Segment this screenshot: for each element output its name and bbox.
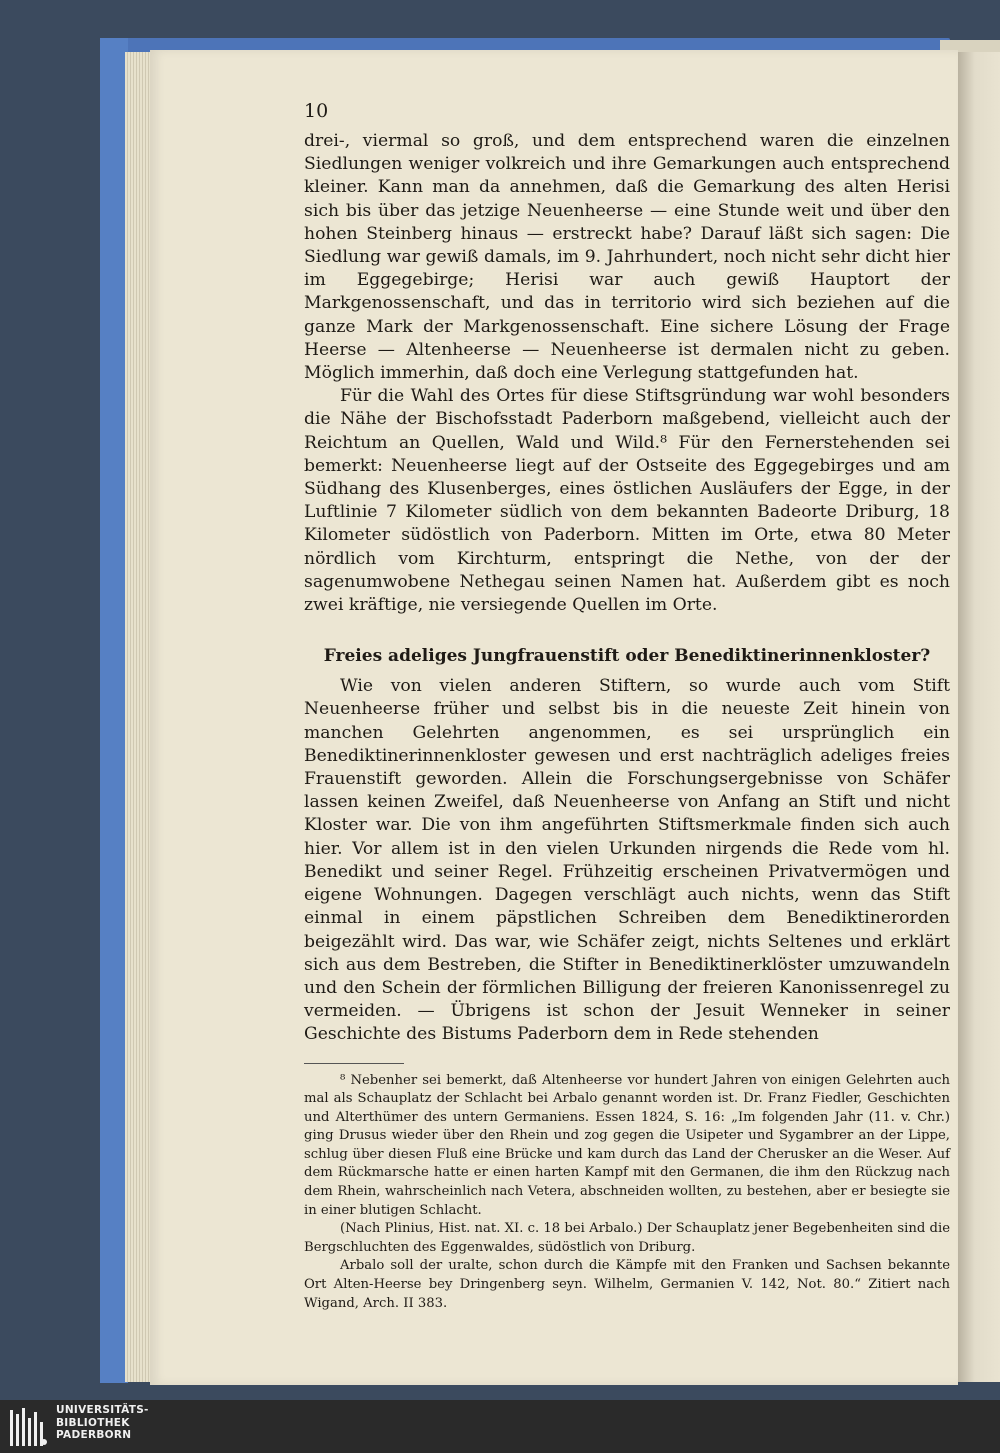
library-name-line3: PADERBORN [56, 1429, 132, 1441]
paragraph-2: Für die Wahl des Ortes für diese Stiftsgründung war wohl besonders die Nähe der Bischofsstadt Paderborn maßgebend, vielleicht auch der Reichtum an Quellen, Wald und Wild.⁸ Für den Fernerstehenden sei bemerkt: Neuenheerse liegt auf der Ostseite des Eggegebirges und am Südhang des Klusenberges, eines östlichen Ausläufers der Egge, in der Luftlinie 7 Kilometer südlich von dem bekannten Badeorte Driburg, 18 Kilometer südöstlich von Paderborn. Mitten im Orte, etwa 80 Meter nördlich vom Kirchturm, entspringt die Nethe, von der der sagenumwobene Nethegau seinen Namen hat. Außerdem gibt es noch zwei kräftige, nie versiegende Quellen im Orte. [304, 386, 950, 616]
section-heading: Freies adeliges Jungfrauenstift oder Benediktinerinnenkloster? [323, 646, 931, 667]
footnote-8: ⁸ Nebenher sei bemerkt, daß Altenheerse vor hundert Jahren von einigen Gelehrten auch mal als Schauplatz der Schlacht bei Arbalo genannt worden ist. Dr. Franz Fiedler, Geschichten und Alterthümer des untern Germaniens. Essen 1824, S. 16: „Im folgenden Jahr (11. v. Chr.) ging Drusus wieder über den Rhein und zog gegen die Usipeter und Sygambrer an der Lippe, schlug über diesen Fluß eine Brücke und kam durch das Land der Cherusker an die Weser. Auf dem Rückmarsche hatte er einen harten Kampf mit den Germanen, die ihm den Rückzug nach dem Rhein, wahrscheinlich nach Vetera, abschneiden wollten, zu bestehen, aber er besiegte sie in einer blutigen Schlacht. [304, 1072, 950, 1218]
page-gutter-shadow [958, 52, 1000, 1382]
library-logo-icon [8, 1404, 50, 1448]
footnote-rule [304, 1063, 404, 1064]
paragraph-1: drei-, viermal so groß, und dem entsprechend waren die einzelnen Siedlungen weniger volkreich und ihre Gemarkungen auch entsprechend kleiner. Kann man da annehmen, daß die Gemarkung des alten Herisi sich bis über das jetzige Neuenheerse — eine Stunde weit und über den hohen Steinberg hinaus — erstreckt habe? Darauf läßt sich sagen: Die Siedlung war gewiß damals, im 9. Jahrhundert, noch nicht sehr dicht hier im Eggegebirge; Herisi war auch gewiß Hauptort der Markgenossenschaft, und das in territorio wird sich beziehen auf die ganze Mark der Markgenossenschaft. Eine sichere Lösung der Frage Heerse — Altenheerse — Neuenheerse ist dermalen nicht zu geben. Möglich immerhin, daß doch eine Verlegung stattgefunden hat. [304, 131, 950, 384]
paragraph-3: Wie von vielen anderen Stiftern, so wurde auch vom Stift Neuenheerse früher und selbst bis in die neueste Zeit hinein von manchen Gelehrten angenommen, es sei ursprünglich ein Benediktinerinnenkloster gewesen und erst nachträglich adeliges freies Frauenstift geworden. Allein die Forschungsergebnisse von Schäfer lassen keinen Zweifel, daß Neuenheerse von Anfang an Stift und nicht Kloster war. Die von ihm angeführten Stiftsmerkmale finden sich auch hier. Vor allem ist in den vielen Urkunden nirgends die Rede vom hl. Benedikt und seiner Regel. Frühzeitig erscheinen Privatvermögen und eigene Wohnungen. Dagegen verschlägt auch nichts, wenn das Stift einmal in einem päpstlichen Schreiben dem Benediktinerorden beigezählt wird. Das war, wie Schäfer zeigt, nichts Seltenes und erklärt sich aus dem Bestreben, die Stifter in Benediktinerklöster umzuwandeln und den Schein der förmlichen Billigung der freieren Kanonissenregel zu vermeiden. — Übrigens ist schon der Jesuit Wenneker in seiner Geschichte des Bistums Paderborn dem in Rede stehenden [304, 676, 950, 1045]
library-name-line2: BIBLIOTHEK [56, 1416, 130, 1429]
book-cover-spine [100, 38, 128, 1383]
library-name-line1: UNIVERSITÄTS- [56, 1404, 149, 1416]
page-text [304, 100, 950, 1313]
page-number: 10 [304, 100, 329, 122]
library-banner [0, 1400, 1000, 1453]
library-name [56, 1404, 149, 1442]
footnote-8-continued: (Nach Plinius, Hist. nat. XI. c. 18 bei Arbalo.) Der Schauplatz jener Begebenheiten sind die Bergschluchten des Eggenwaldes, südöstlich von Driburg. [304, 1221, 950, 1255]
footnote-8-end: Arbalo soll der uralte, schon durch die Kämpfe mit den Franken und Sachsen bekannte Ort Alten-Heerse bey Dringenberg seyn. Wilhelm, Germanien V. 142, Not. 80.“ Zitiert nach Wigand, Arch. II 383. [304, 1258, 950, 1311]
